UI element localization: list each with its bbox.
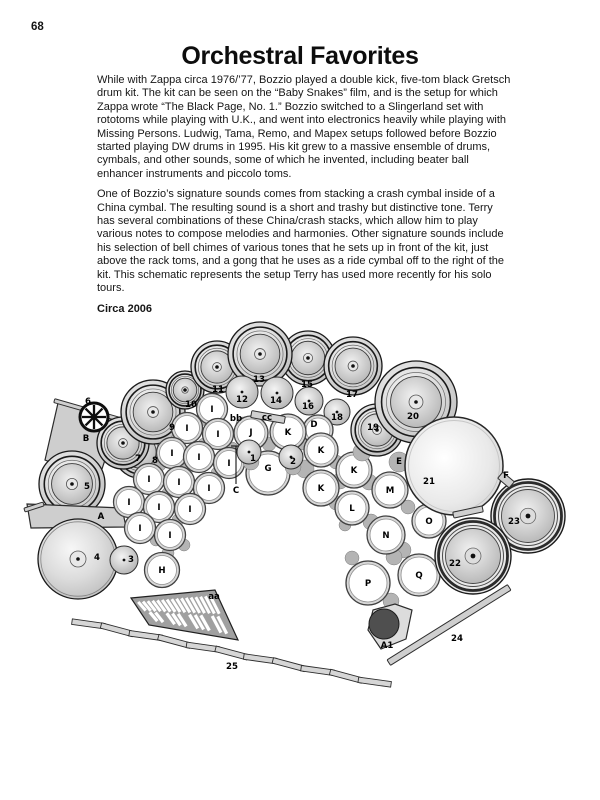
label-17-16: 17 (346, 390, 358, 401)
label-24-23: 24 (451, 634, 463, 645)
label-O-55: O (425, 517, 433, 528)
label-F-30: F (503, 471, 509, 482)
page-number: 68 (31, 21, 44, 33)
cymbal-13-dot (258, 352, 262, 356)
label-I-41: I (207, 484, 211, 495)
chime-rail-25-segment (215, 646, 248, 660)
label-21-20: 21 (423, 477, 435, 488)
label-Q-57: Q (415, 571, 423, 582)
cymbal-22-dot (471, 554, 476, 559)
cymbal-4-dot (76, 557, 80, 561)
label-22-21: 22 (449, 559, 461, 570)
chime-rail-25-segment (100, 623, 133, 637)
label-I-42: I (127, 498, 131, 509)
label-B-26: B (82, 434, 90, 445)
label-12-11: 12 (236, 395, 248, 406)
bell-1-dot (248, 451, 251, 454)
cymbal-11-dot (215, 365, 219, 369)
label-P-56: P (364, 579, 372, 590)
label-13-12: 13 (253, 375, 265, 386)
label-A1-58: A1 (380, 641, 394, 652)
chime-rail-25-segment (186, 642, 219, 652)
label-7-6: 7 (135, 454, 141, 465)
cymbal-9-dot (151, 410, 155, 414)
chime-rail-25-segment (329, 669, 362, 683)
label-1-0: 1 (250, 454, 256, 465)
label-D-28: D (310, 420, 318, 431)
label-cc-61: cc (261, 413, 273, 424)
label-8-7: 8 (152, 456, 158, 467)
label-I-37: I (197, 453, 201, 464)
label-2-1: 2 (290, 457, 296, 468)
cymbal-17-dot (351, 364, 355, 368)
cymbal-23-dot (526, 514, 531, 519)
label-I-35: I (216, 430, 220, 441)
label-16-15: 16 (302, 402, 314, 413)
label-I-33: I (210, 405, 214, 416)
label-6-5: 6 (85, 397, 91, 408)
cymbal-7-dot (121, 441, 125, 445)
label-M-53: M (385, 486, 395, 497)
keyboard-aa (131, 590, 238, 640)
wheel-6-hub (91, 414, 97, 420)
label-19-18: 19 (367, 423, 379, 434)
label-4-3: 4 (94, 553, 100, 564)
label-aa-59: aa (208, 592, 220, 603)
label-11-10: 11 (212, 385, 224, 396)
label-H-32: H (158, 566, 166, 577)
label-I-43: I (157, 503, 161, 514)
chime-rail-25-segment (243, 654, 276, 664)
label-3-2: 3 (128, 555, 134, 566)
label-G-31: G (264, 464, 272, 475)
gong-21 (405, 417, 503, 515)
label-J-47: J (249, 428, 253, 439)
bell-12-dot (241, 391, 244, 394)
label-A-25: A (97, 512, 105, 523)
chime-rail-25-segment (158, 634, 191, 648)
cymbal-5-dot (70, 482, 74, 486)
paragraph-1: While with Zappa circa 1976/’77, Bozzio played a double kick, five-tom black Gretsch drum kit. The kit can be seen on the “Baby Snakes” film, and is the setup for which Zappa wrote “The Black Page, No. 1.” Bozzio switched to a Slingerland set with rototoms while playing with U.K., and went into electronics heavily while playing with Missing Persons. Ludwig, Tama, Remo, and Mapex setups followed before Bozzio started playing DW drums in 1995. His kit grew to a massive ensemble of drums, cymbals, and other sounds, some of which he invented, including beater ball enhancer instruments and piccolo toms. (97, 74, 511, 180)
caption-circa-2006: Circa 2006 (97, 302, 153, 315)
label-bb-60: bb (229, 414, 243, 425)
label-I-36: I (170, 449, 174, 460)
cymbal-10-dot (183, 388, 187, 392)
label-25-24: 25 (226, 662, 238, 673)
label-I-46: I (168, 531, 172, 542)
pedal-A1-beater (369, 609, 399, 639)
bell-3-dot (123, 559, 126, 562)
chime-rail-25-segment (358, 677, 391, 687)
label-20-19: 20 (407, 412, 419, 423)
paragraph-2: One of Bozzio’s signature sounds comes from stacking a crash cymbal inside of a China cymbal. The resulting sound is a short and trashy but distinctive tone. Terry has several combinations of these China/crash stacks, which allow him to play various notes to compose melodies and harmonies. Other signature sounds include his selection of bell chimes of various tones that he sets up in front of the kit, just above the rack toms, and a gong that he uses as a ride cymbal off to the right of the kit. This schematic represents the setup Terry has used more recently for his solo tours. (97, 188, 505, 295)
chime-rail-25-segment (301, 665, 334, 675)
label-10-9: 10 (185, 400, 197, 411)
label-K-51: K (317, 484, 325, 495)
label-I-38: I (227, 459, 231, 470)
label-23-22: 23 (508, 517, 520, 528)
label-5-4: 5 (84, 482, 90, 493)
label-K-48: K (284, 428, 292, 439)
label-I-39: I (147, 475, 151, 486)
chime-rail-25-segment (129, 631, 162, 641)
label-14-13: 14 (270, 396, 282, 407)
label-15-14: 15 (301, 380, 313, 391)
label-I-45: I (138, 524, 142, 535)
label-I-40: I (177, 478, 181, 489)
bell-14-dot (276, 392, 279, 395)
label-I-34: I (185, 424, 189, 435)
hardware-fillers (345, 551, 359, 565)
label-9-8: 9 (169, 423, 175, 434)
page-title: Orchestral Favorites (181, 42, 419, 70)
chime-rail-25-segment (272, 658, 305, 672)
label-N-54: N (382, 531, 390, 542)
cymbal-15-dot (306, 356, 310, 360)
label-C-27: C (232, 486, 240, 497)
label-18-17: 18 (331, 413, 343, 424)
label-I-44: I (188, 505, 192, 516)
label-K-50: K (350, 466, 358, 477)
cymbal-20-dot (414, 400, 418, 404)
chime-rail-25-segment (72, 619, 105, 629)
label-L-52: L (349, 504, 355, 515)
label-E-29: E (396, 457, 402, 468)
label-K-49: K (317, 446, 325, 457)
